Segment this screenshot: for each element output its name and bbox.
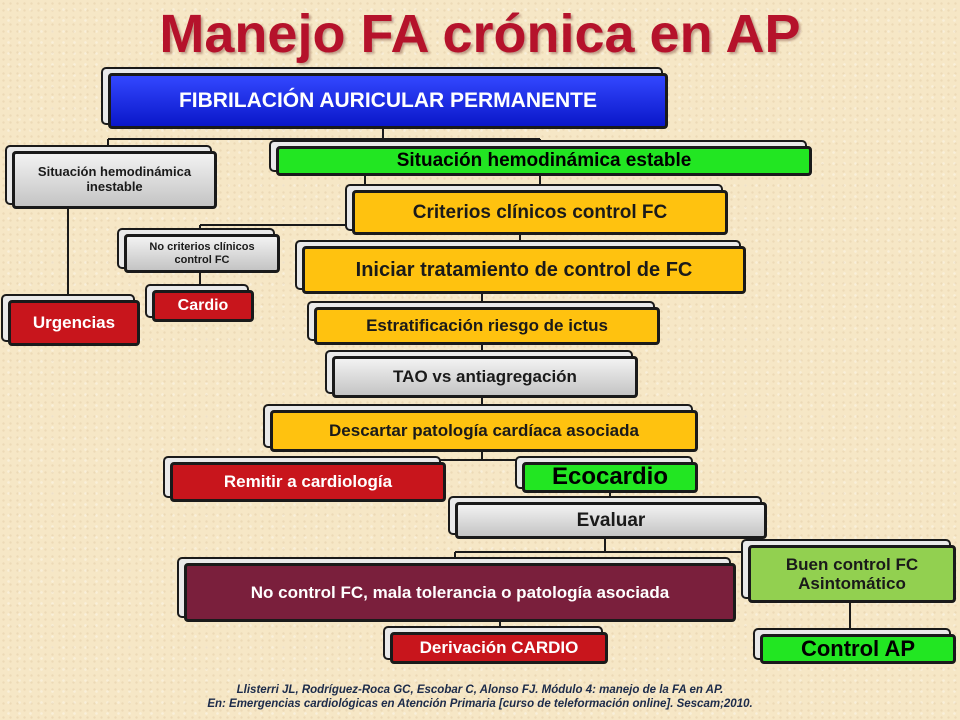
- box-inestable: Situación hemodinámica inestable: [12, 151, 217, 209]
- citation: [0, 683, 960, 711]
- box-control-ap: Control AP: [760, 634, 956, 664]
- box-estable: Situación hemodinámica estable: [276, 146, 812, 176]
- box-iniciar: Iniciar tratamiento de control de FC: [302, 246, 746, 294]
- box-no-criterios: No criterios clínicos control FC: [124, 234, 280, 273]
- box-criterios: Criterios clínicos control FC: [352, 190, 728, 235]
- box-urgencias: Urgencias: [8, 300, 140, 346]
- box-cardio: Cardio: [152, 290, 254, 322]
- page-title: Manejo FA crónica en AP: [159, 4, 801, 64]
- box-tao: TAO vs antiagregación: [332, 356, 638, 398]
- box-descartar: Descartar patología cardíaca asociada: [270, 410, 698, 452]
- box-fa-permanente: FIBRILACIÓN AURICULAR PERMANENTE: [108, 73, 668, 129]
- box-derivacion: Derivación CARDIO: [390, 632, 608, 664]
- box-evaluar: Evaluar: [455, 502, 767, 539]
- box-ecocardio: Ecocardio: [522, 462, 698, 493]
- box-remitir: Remitir a cardiología: [170, 462, 446, 502]
- citation-line-1: Llisterri JL, Rodríguez-Roca GC, Escobar C, Alonso FJ. Módulo 4: manejo de la FA en AP.: [236, 684, 724, 696]
- box-estratificacion: Estratificación riesgo de ictus: [314, 307, 660, 345]
- box-buen-control: Buen control FC Asintomático: [748, 545, 956, 603]
- citation-line-2: En: Emergencias cardiológicas en Atención Primaria [curso de teleformación online]. Sescam;2010.: [207, 698, 753, 710]
- box-no-control: No control FC, mala tolerancia o patología asociada: [184, 563, 736, 622]
